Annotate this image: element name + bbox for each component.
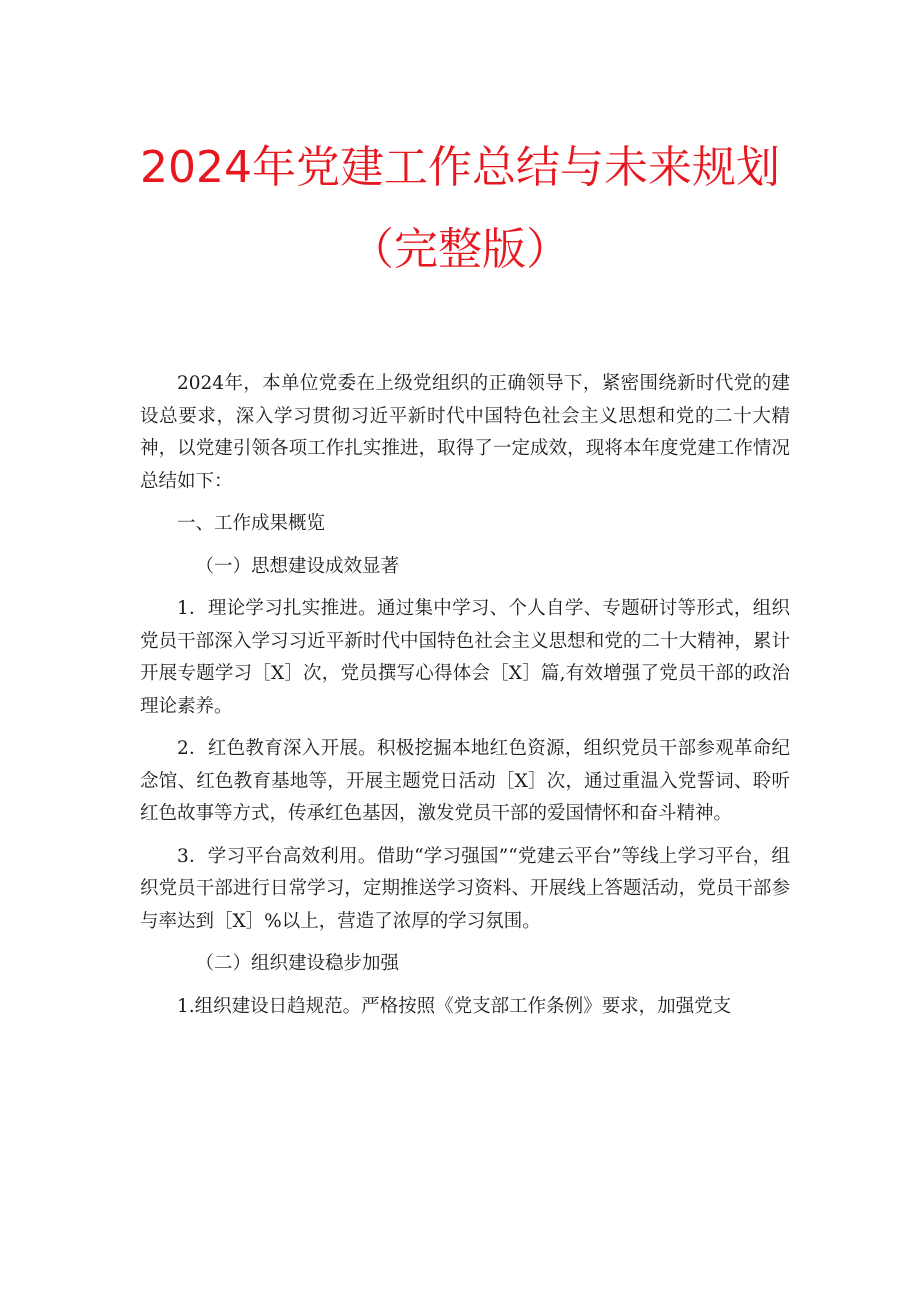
document-body	[140, 368, 790, 1023]
subsection-heading-2: （二）组织建设稳步加强	[195, 953, 400, 974]
list-item-1: 1．理论学习扎实推进。通过集中学习、个人自学、专题研讨等形式，组织党员干部深入学习习近平新时代中国特色社会主义思想和党的二十大精神，累计开展专题学习［X］次，党员撰写心得体会［X］篇,有效增强了党员干部的政治理论素养。	[140, 598, 790, 717]
list-item-3: 3．学习平台高效利用。借助“学习强国”“党建云平台”等线上学习平台，组织党员干部进行日常学习，定期推送学习资料、开展线上答题活动，党员干部参与率达到［X］%以上，营造了浓厚的学习氛围。	[140, 845, 790, 932]
section-heading-1: 一、工作成果概览	[177, 513, 326, 534]
subsection-heading-1: （一）思想建设成效显著	[195, 555, 400, 577]
list-item-2: 2．红色教育深入开展。积极挖掘本地红色资源，组织党员干部参观革命纪念馆、红色教育基地等，开展主题党日活动［X］次，通过重温入党誓词、聆听红色故事等方式，传承红色基因，激发党员干部的爱国情怀和奋斗精神。	[140, 738, 790, 824]
document-title: 2024年党建工作总结与未来规划	[140, 142, 780, 193]
document-subtitle: （完整版）	[350, 224, 570, 275]
list-item-4: 1.组织建设日趋规范。严格按照《党支部工作条例》要求，加强党支	[177, 995, 732, 1017]
intro-paragraph: 2024年，本单位党委在上级党组织的正确领导下，紧密围绕新时代党的建设总要求，深入学习贯彻习近平新时代中国特色社会主义思想和党的二十大精神，以党建引领各项工作扎实推进，取得了一定成效，现将本年度党建工作情况总结如下：	[140, 373, 790, 492]
